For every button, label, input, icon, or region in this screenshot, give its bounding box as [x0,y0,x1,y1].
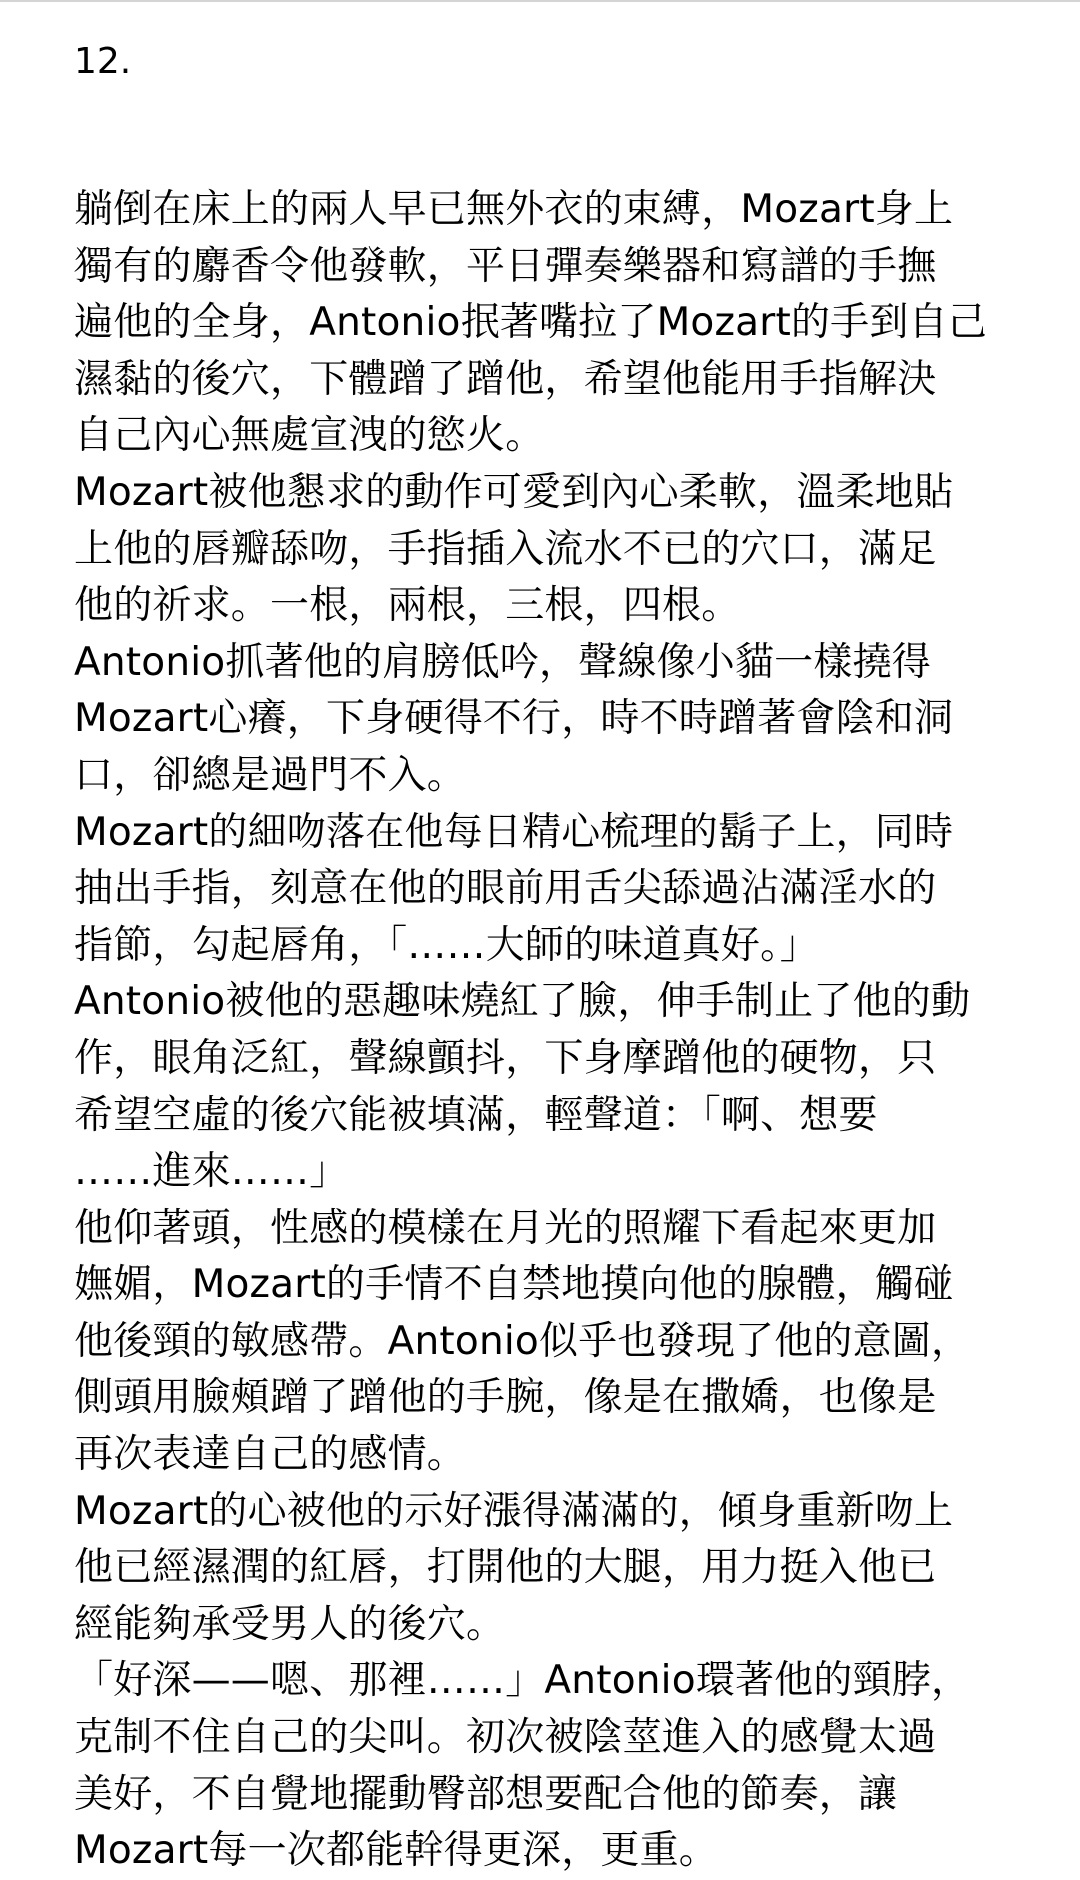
text-line: 他已經濕潤的紅唇，打開他的大腿，用力挺入他已 [74,1545,937,1591]
text-line: 上他的唇瓣舔吻，手指插入流水不已的穴口，滿足 [74,526,937,572]
text-line: ……進來……」 [74,1149,349,1195]
text-line: Antonio被他的惡趣味燒紅了臉，伸手制止了他的動 [74,979,971,1025]
text-line: Antonio抓著他的肩膀低吟，聲線像小貓一樣撓得 [74,639,931,685]
text-line: 克制不住自己的尖叫。初次被陰莖進入的感覺太過 [74,1715,937,1761]
text-line: 口，卻總是過門不入。 [74,752,467,798]
text-line: 側頭用臉頰蹭了蹭他的手腕，像是在撒嬌，也像是 [74,1375,937,1421]
text-line: 再次表達自己的感情。 [74,1432,467,1478]
text-line: 遍他的全身，Antonio抿著嘴拉了Mozart的手到自己 [74,300,987,346]
text-line: 指節，勾起唇角，「……大師的味道真好。」 [74,922,820,968]
text-line: 抽出手指，刻意在他的眼前用舌尖舔過沾滿淫水的 [74,866,937,912]
top-divider [0,0,1080,2]
chapter-number: 12. [74,41,132,82]
text-line: 他仰著頭，性感的模樣在月光的照耀下看起來更加 [74,1205,937,1251]
text-line: Mozart被他懇求的動作可愛到內心柔軟，溫柔地貼 [74,469,954,515]
text-line: 他後頸的敏感帶。Antonio似乎也發現了他的意圖， [74,1318,971,1364]
text-line: 經能夠承受男人的後穴。 [74,1601,506,1647]
text-line: 「好深——嗯、那裡……」Antonio環著他的頸脖， [74,1658,971,1704]
document-page [74,34,1014,1880]
text-line: 自己內心無處宣洩的慾火。 [74,413,545,459]
text-line: 作，眼角泛紅，聲線顫抖，下身摩蹭他的硬物，只 [74,1035,937,1081]
text-line: 美好，不自覺地擺動臀部想要配合他的節奏，讓 [74,1771,898,1817]
text-line: 希望空虛的後穴能被填滿，輕聲道：「啊、想要 [74,1092,878,1138]
body-text [74,182,1014,1880]
text-line: 獨有的麝香令他發軟，平日彈奏樂器和寫譜的手撫 [74,243,937,289]
text-line: 濕黏的後穴，下體蹭了蹭他，希望他能用手指解決 [74,356,937,402]
chapter-spacer [74,90,1014,182]
text-line: Mozart的細吻落在他每日精心梳理的鬍子上，同時 [74,809,954,855]
text-line: 躺倒在床上的兩人早已無外衣的束縛，Mozart身上 [74,187,954,232]
text-line: Mozart每一次都能幹得更深，更重。 [74,1828,719,1874]
text-line: 嫵媚，Mozart的手情不自禁地摸向他的腺體，觸碰 [74,1262,954,1308]
text-line: 他的祈求。一根，兩根，三根，四根。 [74,583,741,629]
text-line: Mozart心癢，下身硬得不行，時不時蹭著會陰和洞 [74,696,954,742]
text-line: Mozart的心被他的示好漲得滿滿的，傾身重新吻上 [74,1488,954,1534]
